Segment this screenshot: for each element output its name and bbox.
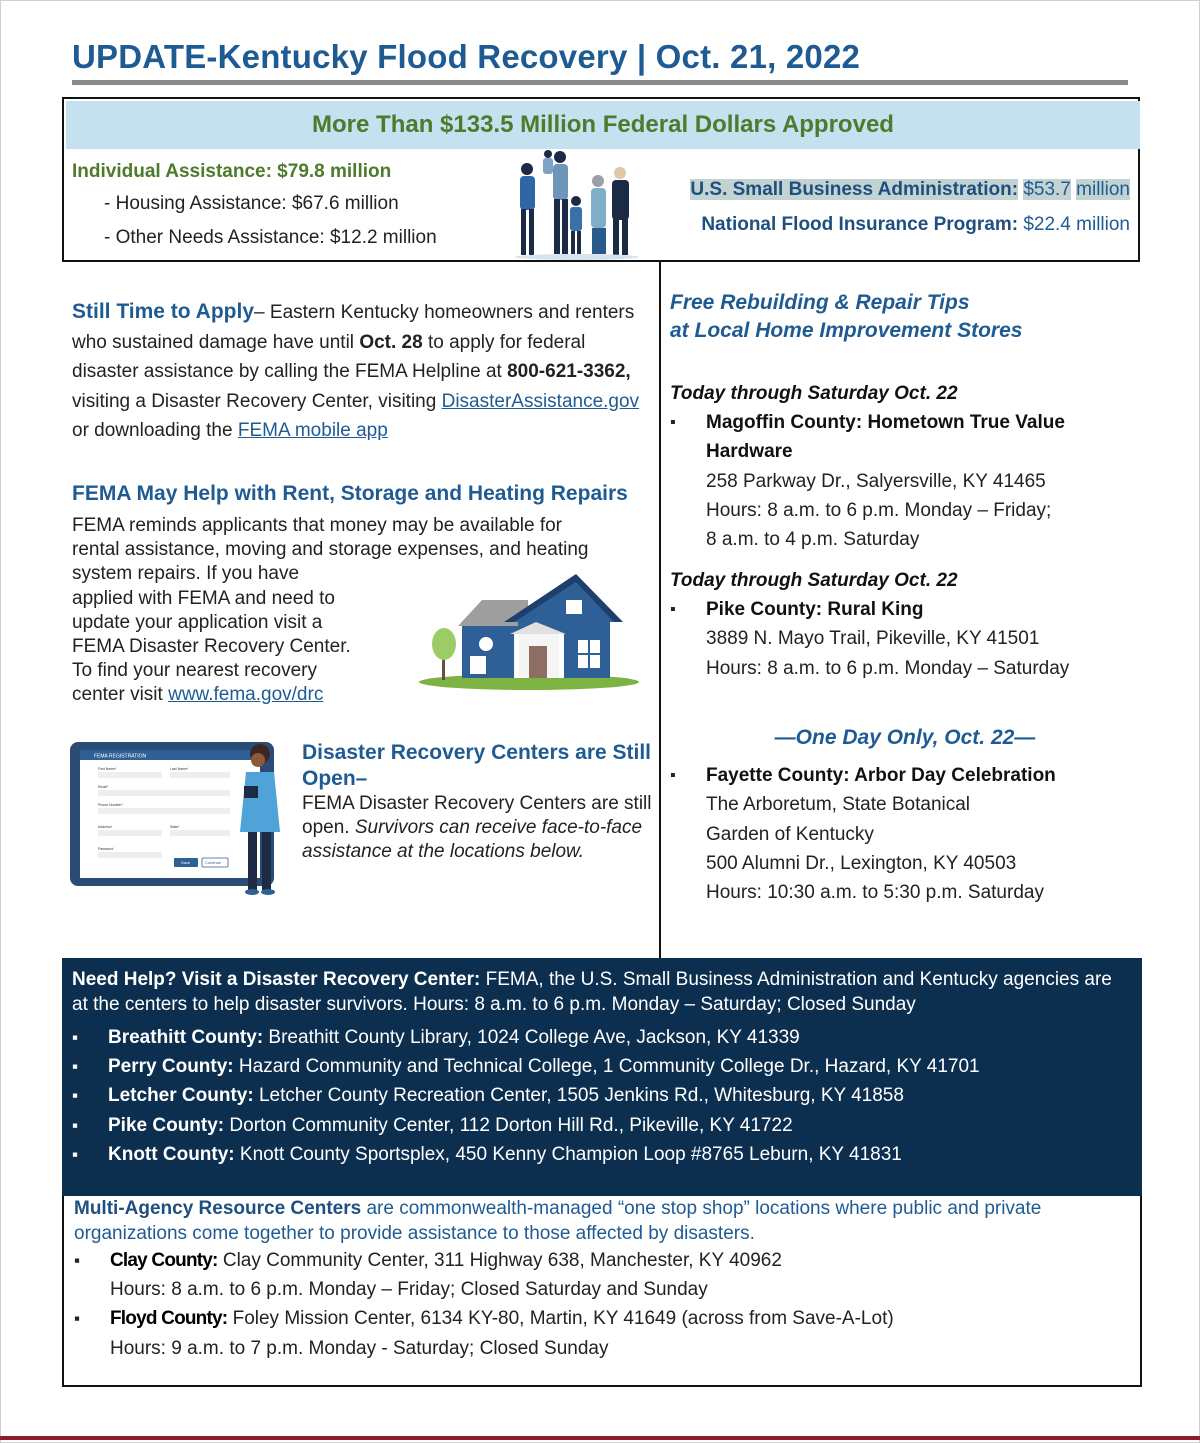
- disasterassistance-link[interactable]: DisasterAssistance.gov: [441, 390, 640, 412]
- bullet-icon: ▪: [670, 767, 676, 784]
- store-address: 500 Alumni Dr., Lexington, KY 40503: [706, 852, 1017, 874]
- tablet-continue-button-text: Continue: [205, 860, 222, 865]
- list-item: [72, 1140, 1142, 1169]
- rent-line: rental assistance, moving and storage expenses, and heating: [72, 539, 589, 561]
- drc-locations-intro-text: FEMA, the U.S. Small Business Administration and Kentucky agencies are at the centers to help disaster survivors. Hours: 8 a.m. to 6 p.m. Monday – Saturday; Closed Sunday: [72, 969, 1112, 1015]
- rent-line: system repairs. If you have: [72, 563, 300, 585]
- drc-open-body-text: FEMA Disaster Recovery Centers are still open.: [302, 793, 652, 839]
- tablet-email-label: Email*: [98, 785, 109, 789]
- funding-summary-box: [62, 97, 1140, 262]
- list-item: [72, 1052, 1142, 1081]
- sba-amount-line: [690, 179, 1130, 201]
- drc-open-section: [302, 740, 652, 865]
- funding-headline: More Than $133.5 Million Federal Dollars Approved: [312, 111, 894, 138]
- drc-locations-list: [72, 1023, 1142, 1169]
- fema-mobile-app-link[interactable]: FEMA mobile app: [237, 420, 388, 441]
- schedule-label: Today through Saturday Oct. 22: [670, 570, 958, 591]
- tablet-header-text: FEMA REGISTRATION: [94, 753, 147, 760]
- county-name: Letcher County:: [108, 1085, 254, 1107]
- marc-location: Foley Mission Center, 6134 KY-80, Martin, KY 41649 (across from Save-A-Lot): [227, 1308, 894, 1330]
- store-entry-pike: [670, 595, 1140, 683]
- nfip-amount-line: [701, 214, 1130, 236]
- drc-open-body-italic: Survivors can receive face-to-face assistance at the locations below.: [302, 817, 643, 863]
- apply-text-2: to apply for federal disaster assistance by calling the FEMA Helpline at: [72, 331, 586, 382]
- funding-headline-band: [66, 101, 1140, 149]
- store-entry-fayette: [670, 761, 1140, 907]
- marc-intro-bold: Multi-Agency Resource Centers: [74, 1198, 362, 1219]
- county-name: Perry County:: [108, 1056, 234, 1078]
- list-item: [72, 1023, 1142, 1052]
- tablet-first-name-label: First Name*: [98, 767, 117, 771]
- rent-line: applied with FEMA and need to: [72, 587, 336, 609]
- marc-intro-text: are commonwealth-managed “one stop shop” locations where public and private organizations come together to provide assistance to those affected by disasters.: [74, 1198, 1042, 1244]
- drc-locations-box: [62, 958, 1142, 1196]
- apply-section: [72, 297, 642, 446]
- title-rule: [72, 80, 1128, 85]
- schedule-label: Today through Saturday Oct. 22: [670, 383, 958, 404]
- list-item: [74, 1304, 1140, 1362]
- store-hours: Hours: 10:30 a.m. to 5:30 p.m. Saturday: [706, 882, 1044, 904]
- drc-location: Dorton Community Center, 112 Dorton Hill Rd., Pikeville, KY 41722: [224, 1114, 793, 1136]
- tips-heading: [670, 289, 1022, 345]
- list-item: [72, 1081, 1142, 1110]
- rent-line: FEMA reminds applicants that money may be available for: [72, 515, 563, 536]
- apply-deadline: Oct. 28: [359, 331, 423, 353]
- drc-location: Breathitt County Library, 1024 College Ave, Jackson, KY 41339: [263, 1027, 800, 1048]
- tablet-address-label: Address*: [98, 825, 113, 829]
- marc-list: [74, 1246, 1140, 1363]
- bullet-icon: ▪: [670, 414, 676, 431]
- county-name: Pike County:: [108, 1114, 225, 1136]
- store-address: 3889 N. Mayo Trail, Pikeville, KY 41501: [706, 628, 1040, 650]
- rent-line-prefix: center visit: [72, 684, 169, 706]
- nfip-label: National Flood Insurance Program:: [701, 214, 1019, 235]
- county-name: Knott County:: [108, 1143, 235, 1165]
- tablet-password-label: Password: [98, 847, 114, 851]
- store-hours: 8 a.m. to 4 p.m. Saturday: [706, 529, 920, 551]
- other-needs-assistance: - Other Needs Assistance: $12.2 million: [104, 227, 437, 248]
- marc-hours: Hours: 9 a.m. to 7 p.m. Monday - Saturday; Closed Sunday: [110, 1337, 609, 1359]
- drc-location: Hazard Community and Technical College, 1 Community College Dr., Hazard, KY 41701: [233, 1056, 980, 1078]
- apply-text-1: Eastern Kentucky homeowners and renters who sustained damage have until: [72, 302, 635, 353]
- tablet-state-label: State*: [170, 825, 180, 829]
- rent-section-heading: FEMA May Help with Rent, Storage and Heating Repairs: [72, 482, 628, 505]
- drc-open-body: [302, 792, 652, 865]
- drc-location: Knott County Sportsplex, 450 Kenny Champion Loop #8765 Leburn, KY 41831: [234, 1143, 902, 1165]
- fema-helpline-number: 800-621-3362,: [507, 361, 631, 382]
- rent-line: update your application visit a: [72, 611, 323, 633]
- apply-text-3: visiting a Disaster Recovery Center, visiting: [72, 390, 442, 412]
- drc-open-heading-text: Disaster Recovery Centers are Still Open: [302, 741, 652, 790]
- one-day-only-label: —One Day Only, Oct. 22—: [774, 726, 1036, 749]
- tips-heading-line-1: Free Rebuilding & Repair Tips: [670, 291, 970, 314]
- county-name: Clay County:: [110, 1250, 218, 1271]
- drc-open-heading-dash: –: [355, 767, 368, 790]
- column-divider: [659, 262, 661, 958]
- store-name: Fayette County: Arbor Day Celebration: [706, 765, 1056, 786]
- footer-rule: [0, 1436, 1200, 1440]
- family-illustration-icon: [512, 149, 642, 261]
- tablet-save-button-text: Save: [181, 860, 191, 865]
- list-item: [72, 1111, 1142, 1140]
- store-name: Pike County: Rural King: [706, 599, 924, 620]
- store-hours: Hours: 8 a.m. to 6 p.m. Monday – Friday;: [706, 499, 1052, 521]
- marc-location: Clay Community Center, 311 Highway 638, Manchester, KY 40962: [217, 1250, 782, 1271]
- sba-amount: $53.7: [1023, 179, 1071, 200]
- drc-locations-intro-bold: Need Help? Visit a Disaster Recovery Center:: [72, 969, 481, 990]
- marc-intro: [74, 1197, 1134, 1246]
- rent-line: To find your nearest recovery: [72, 660, 318, 682]
- rent-line: FEMA Disaster Recovery Center.: [72, 636, 351, 658]
- sba-label: U.S. Small Business Administration:: [690, 179, 1019, 200]
- bullet-icon: ▪: [670, 601, 676, 618]
- store-venue: The Arboretum, State Botanical: [706, 794, 971, 816]
- list-item: [74, 1246, 1140, 1304]
- drc-locations-intro: [72, 968, 1132, 1017]
- county-name: Breathitt County:: [108, 1027, 264, 1048]
- tips-heading-line-2: at Local Home Improvement Stores: [670, 319, 1023, 342]
- nfip-amount: $22.4 million: [1023, 214, 1130, 235]
- marc-hours: Hours: 8 a.m. to 6 p.m. Monday – Friday; Closed Saturday and Sunday: [110, 1279, 708, 1301]
- apply-dash: –: [254, 302, 270, 323]
- drc-location: Letcher County Recreation Center, 1505 Jenkins Rd., Whitesburg, KY 41858: [253, 1085, 904, 1107]
- county-name: Floyd County:: [110, 1308, 228, 1330]
- tablet-phone-label: Phone Number*: [98, 803, 123, 807]
- store-hours: Hours: 8 a.m. to 6 p.m. Monday – Saturday: [706, 657, 1070, 679]
- apply-text-4: or downloading the: [72, 420, 238, 441]
- sba-unit: million: [1076, 179, 1130, 200]
- store-address: 258 Parkway Dr., Salyersville, KY 41465: [706, 470, 1046, 492]
- page-title: UPDATE-Kentucky Flood Recovery | Oct. 21, 2022: [72, 38, 861, 75]
- marc-box: [62, 1196, 1142, 1387]
- apply-heading: Still Time to Apply: [72, 300, 255, 323]
- housing-assistance: - Housing Assistance: $67.6 million: [104, 193, 399, 214]
- store-name: Magoffin County: Hometown True Value Hardware: [706, 412, 1065, 463]
- store-entry-magoffin: [670, 408, 1140, 554]
- tablet-last-name-label: Last Name*: [170, 767, 189, 771]
- tablet-registration-illustration-icon: [70, 740, 282, 900]
- individual-assistance-total: Individual Assistance: $79.8 million: [72, 161, 392, 182]
- drc-open-heading: [302, 740, 652, 792]
- store-venue: Garden of Kentucky: [706, 823, 874, 845]
- fema-drc-link[interactable]: www.fema.gov/drc: [168, 684, 324, 706]
- house-illustration-icon: [418, 568, 640, 694]
